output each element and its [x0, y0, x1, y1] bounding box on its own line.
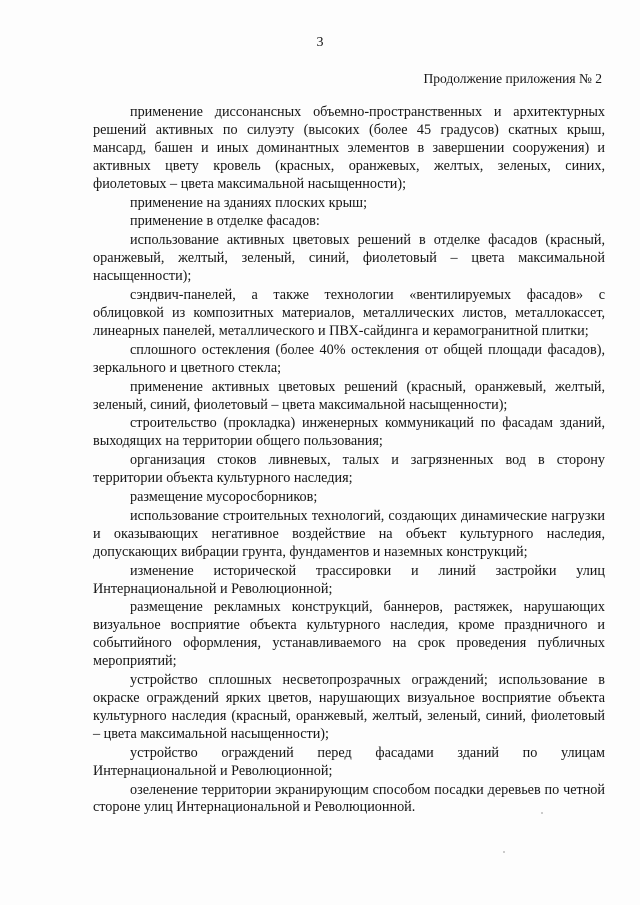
paragraph-6: сплошного остекления (более 40% остекления от общей площади фасадов), зеркального и цветного стекла;: [93, 341, 605, 376]
paragraph-12: изменение исторической трассировки и линий застройки улиц Интернациональной и Революционной;: [93, 562, 605, 597]
page-number: 3: [316, 35, 324, 50]
paragraph-14: устройство сплошных несветопрозрачных ограждений; использование в окраске ограждений ярких цветов, нарушающих визуальное восприятие объекта культурного наследия (красный, оранжевый, желтый, зеленый, синий, фиолетовый – цвета максимальной насыщенности);: [93, 672, 605, 742]
scan-speck: [503, 851, 505, 853]
paragraph-7: применение активных цветовых решений (красный, оранжевый, желтый, зеленый, синий, фиолетовый – цвета максимальной насыщенности);: [93, 378, 605, 413]
paragraph-16: озеленение территории экранирующим способом посадки деревьев по четной стороне улиц Интернациональной и Революционной.: [93, 781, 605, 816]
scan-speck: [541, 812, 543, 814]
paragraph-9: организация стоков ливневых, талых и загрязненных вод в сторону территории объекта культурного наследия;: [93, 452, 605, 487]
document-body: [93, 104, 605, 818]
paragraph-8: строительство (прокладка) инженерных коммуникаций по фасадам зданий, выходящих на территории общего пользования;: [93, 415, 605, 450]
appendix-label: Продолжение приложения № 2: [423, 71, 602, 86]
paragraph-1: применение диссонансных объемно-пространственных и архитектурных решений активных по силуэту (высоких (более 45 градусов) скатных крыш, мансард, башен и иных доминантных элементов в завершении сооружения) и активных цвету кровель (красных, оранжевых, желтых, зеленых, синих, фиолетовых – цвета максимальной насыщенности);: [93, 104, 605, 192]
paragraph-2: применение на зданиях плоских крыш;: [130, 194, 368, 211]
paragraph-4: использование активных цветовых решений в отделке фасадов (красный, оранжевый, желтый, зеленый, синий, фиолетовый – цвета максимальной насыщенности);: [93, 232, 605, 285]
paragraph-10: размещение мусоросборников;: [130, 489, 318, 506]
paragraph-3: применение в отделке фасадов:: [130, 213, 320, 230]
paragraph-15: устройство ограждений перед фасадами зданий по улицам Интернациональной и Революционной;: [93, 744, 605, 779]
paragraph-11: использование строительных технологий, создающих динамические нагрузки и оказывающих негативное воздействие на объект культурного наследия, допускающих вибрации грунта, фундаментов и наземных конструкций;: [93, 507, 605, 560]
paragraph-5: сэндвич-панелей, а также технологии «вентилируемых фасадов» с облицовкой из композитных материалов, металлических листов, металлокассет, линеарных панелей, металлического и ПВХ-сайдинга и керамогранитной плитки;: [93, 287, 605, 339]
paragraph-13: размещение рекламных конструкций, баннеров, растяжек, нарушающих визуальное восприятие объекта культурного наследия, кроме праздничного и событийного оформления, устанавливаемого на срок проведения публичных мероприятий;: [93, 599, 605, 670]
